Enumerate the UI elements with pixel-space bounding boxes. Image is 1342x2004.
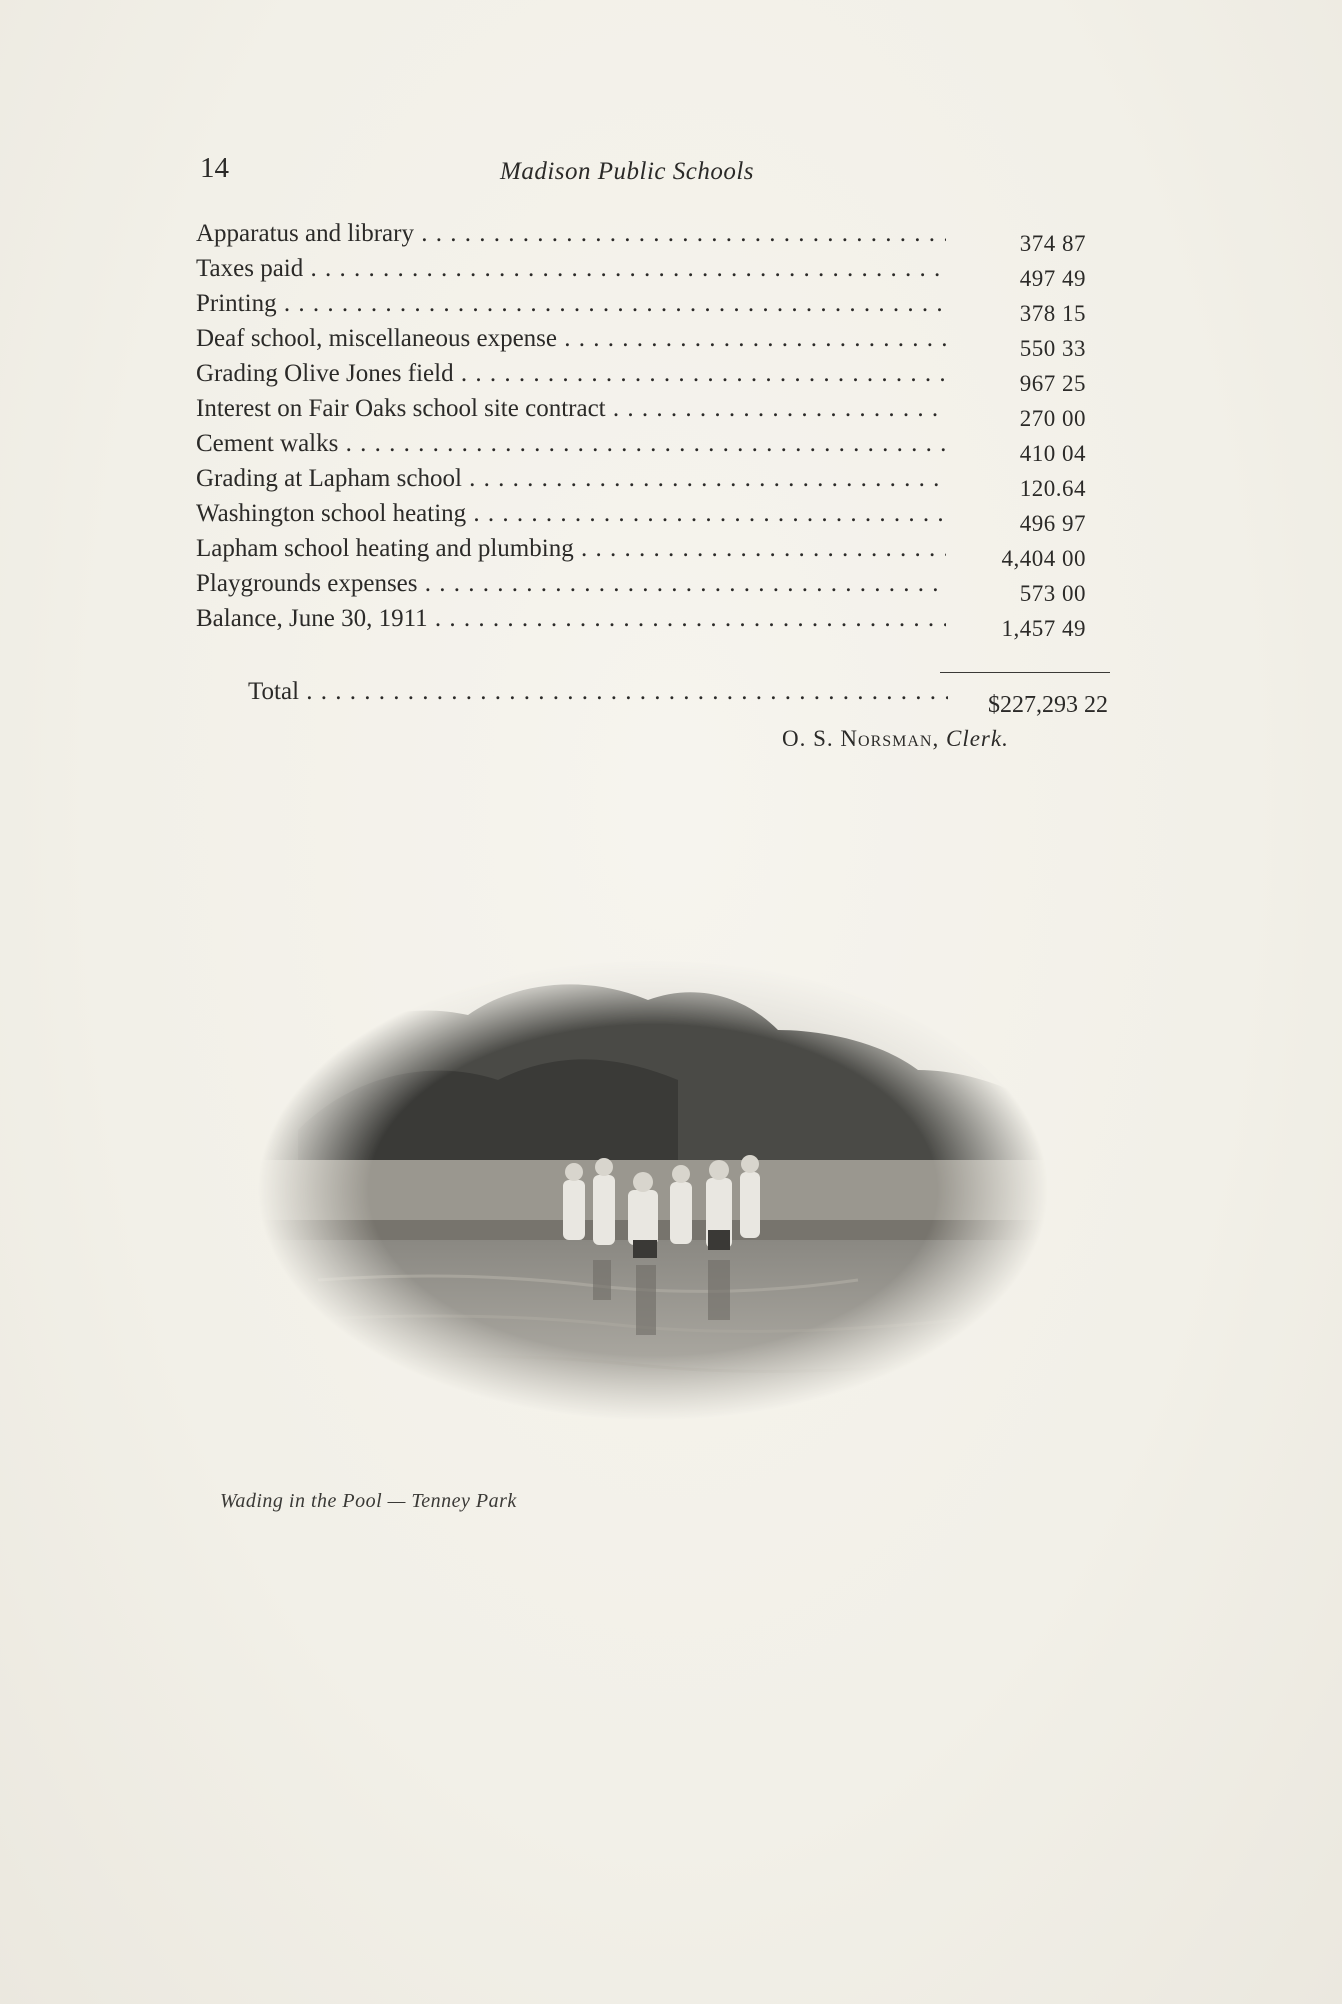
signature-initials: O. S.: [782, 726, 834, 751]
ledger-row: [196, 358, 1116, 396]
ledger-item-label: Washington school heating . . .: [196, 498, 946, 530]
ledger-row: [196, 393, 1116, 431]
ledger-item-label: Cement walks . . .: [196, 428, 946, 460]
ledger-item-amount: 497 49: [1019, 266, 1086, 291]
ledger-item-amount: 374 87: [1019, 231, 1086, 256]
ledger-item-label: Balance, June 30, 1911 . . .: [196, 603, 946, 635]
ledger-row: [196, 603, 1116, 641]
wading-pool-photo: [258, 960, 1048, 1420]
ledger-item-label: Playgrounds expenses . . .: [196, 568, 946, 600]
ledger-item-label: Apparatus and library . . .: [196, 218, 946, 250]
ledger-item-label: Printing . . .: [196, 288, 946, 320]
total-label: Total . . .: [248, 678, 948, 706]
ledger-row: [196, 463, 1116, 501]
ledger-item-amount: 573 00: [1019, 581, 1086, 606]
ledger-row: [196, 498, 1116, 536]
signature-title: Clerk.: [945, 726, 1009, 751]
ledger-row: [196, 218, 1116, 256]
ledger-item-amount: 410 04: [1019, 441, 1086, 466]
total-amount: $227,293 22: [988, 692, 1108, 718]
ledger-row: [196, 428, 1116, 466]
ledger-item-label: Taxes paid . . .: [196, 253, 946, 285]
ledger-item-label: Deaf school, miscellaneous expense . . .: [196, 323, 946, 355]
ledger-row: [196, 533, 1116, 571]
ledger-row: [196, 323, 1116, 361]
ledger-item-label: Grading at Lapham school . . .: [196, 463, 946, 495]
ledger-row: [196, 288, 1116, 326]
ledger-row: [196, 568, 1116, 606]
ledger-item-amount: 378 15: [1019, 301, 1086, 326]
ledger-item-label: Grading Olive Jones field . . .: [196, 358, 946, 390]
ledger-item-amount: 967 25: [1019, 371, 1086, 396]
page-header: [200, 152, 840, 192]
total-row: [248, 678, 1116, 718]
signature-name: Norsman,: [840, 726, 940, 751]
ledger-item-amount: 270 00: [1019, 406, 1086, 431]
ledger-row: [196, 253, 1116, 291]
total-rule: [940, 672, 1110, 673]
ledger-item-amount: 496 97: [1019, 511, 1086, 536]
ledger-item-amount: 1,457 49: [1001, 616, 1086, 641]
running-head: Madison Public Schools: [500, 158, 755, 185]
expense-ledger: [196, 218, 1116, 641]
ledger-item-label: Interest on Fair Oaks school site contract . . .: [196, 393, 946, 425]
ledger-item-amount: 550 33: [1019, 336, 1086, 361]
ledger-item-amount: 120.64: [1019, 476, 1086, 501]
clerk-signature: [782, 726, 1009, 752]
ledger-item-amount: 4,404 00: [1001, 546, 1086, 571]
ledger-item-label: Lapham school heating and plumbing . . .: [196, 533, 946, 565]
page-number: 14: [200, 152, 229, 184]
photo-caption: Wading in the Pool — Tenney Park: [220, 1490, 517, 1512]
